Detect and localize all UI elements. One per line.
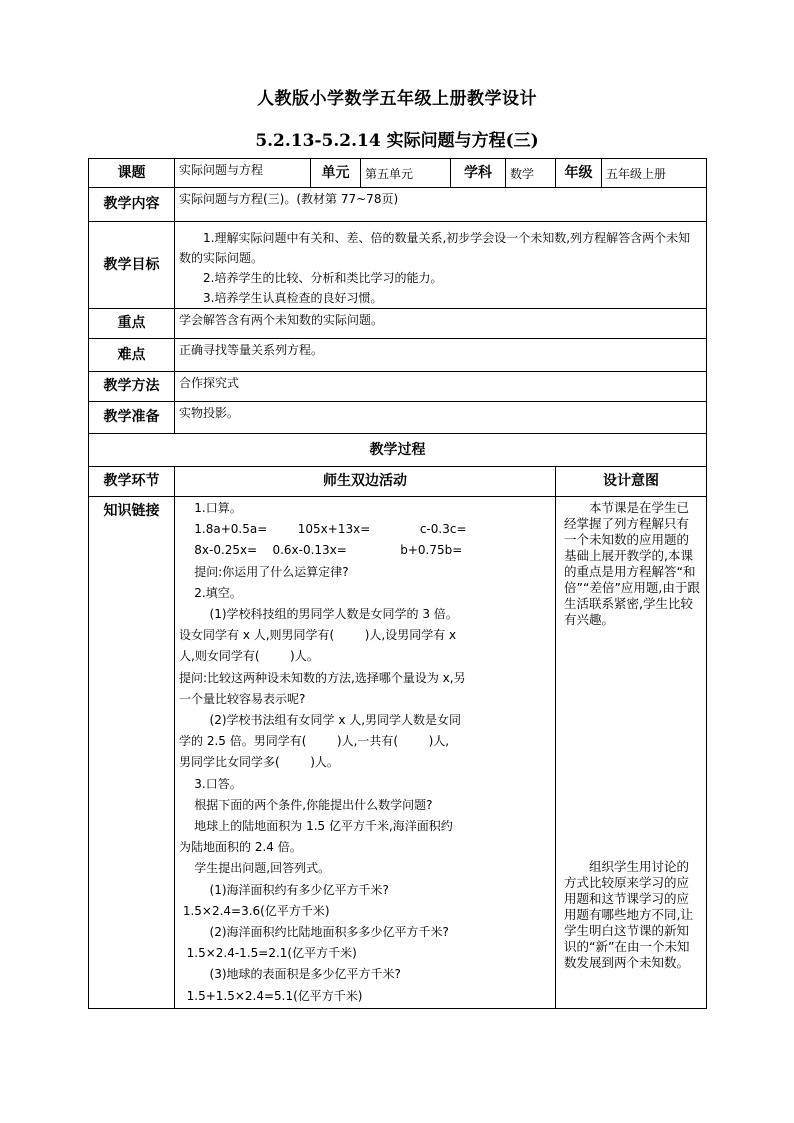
difficulty-row [89, 339, 707, 372]
goals-row [89, 222, 707, 309]
activity-line: (3)地球的表面积是多少亿平方千米? [179, 967, 401, 982]
activity-line: 1.口算。 [179, 501, 242, 515]
intent-paragraph-1: 本节课是在学生已经掌握了列方程解只有一个未知数的应用题的基础上展开教学的,本课的重点是用方程解答“和倍”“差倍”应用题,由于跟生活联系紧密,学生比较有兴趣。 [564, 500, 700, 627]
intent-paragraph-2: 组织学生用讨论的方式比较原来学习的应用题和这节课学习的应用题有哪些地方不同,让学生明白这节课的新知识的“新”在由一个未知数发展到两个未知数。 [564, 859, 693, 970]
difficulty-label: 难点 [89, 339, 175, 372]
unit-value: 第五单元 [361, 159, 451, 188]
activity-line: 为陆地面积的 2.4 倍。 [179, 840, 302, 855]
activity-line: 3.口答。 [179, 776, 242, 791]
activity-line: 学生提出问题,回答列式。 [179, 861, 331, 876]
activity-line: (1)学校科技组的男同学人数是女同学的 3 倍。 [179, 607, 458, 622]
header-row [89, 159, 707, 188]
method-row [89, 372, 707, 402]
activity-line: 2.填空。 [179, 585, 242, 600]
key-point-label: 重点 [89, 309, 175, 339]
process-title: 教学过程 [89, 434, 707, 467]
grade-value: 五年级上册 [602, 159, 707, 188]
difficulty-value: 正确寻找等量关系列方程。 [175, 339, 707, 372]
activity-line: 设女同学有 x 人,则男同学有( )人,设男同学有 x [179, 628, 457, 643]
content-value: 实际问题与方程(三)。(教材第 77~78页) [175, 188, 707, 222]
intent-cell [556, 497, 707, 1009]
goal-item: 1.理解实际问题中有关和、差、倍的数量关系,初步学会设一个未知数,列方程解答含两个未知数的实际问题。 [179, 231, 691, 265]
key-point-row [89, 309, 707, 339]
unit-label: 单元 [311, 159, 361, 188]
activity-line: 8x-0.25x= 0.6x-0.13x= b+0.75b= [179, 543, 463, 558]
activity-line: 1.5+1.5×2.4=5.1(亿平方千米) [179, 988, 363, 1003]
lesson-subtitle: 5.2.13-5.2.14 实际问题与方程(三) [255, 131, 539, 151]
column-header-row [89, 467, 707, 497]
activity-line: 1.5×2.4=3.6(亿平方千米) [179, 903, 330, 918]
key-point-value: 学会解答含有两个未知数的实际问题。 [175, 309, 707, 339]
activity-line: (2)海洋面积约比陆地面积多多少亿平方千米? [179, 925, 449, 940]
lesson-plan-table [88, 158, 707, 1009]
activity-line: (1)海洋面积约有多少亿平方千米? [179, 882, 389, 897]
goals-label: 教学目标 [89, 222, 175, 309]
intent-column-header: 设计意图 [556, 467, 707, 497]
goal-item: 2.培养学生的比较、分析和类比学习的能力。 [203, 271, 443, 285]
process-row [89, 497, 707, 1009]
goal-item: 3.培养学生认真检查的良好习惯。 [203, 291, 383, 305]
subject-label: 学科 [451, 159, 506, 188]
stage-column-header: 教学环节 [89, 467, 175, 497]
activity-column-header: 师生双边活动 [175, 467, 556, 497]
content-row [89, 188, 707, 222]
activity-line: 1.5×2.4-1.5=2.1(亿平方千米) [179, 946, 357, 961]
document-title: 人教版小学数学五年级上册教学设计 [257, 89, 537, 109]
process-title-row [89, 434, 707, 467]
method-value: 合作探究式 [175, 372, 707, 402]
activity-line: 学的 2.5 倍。男同学有( )人,一共有( )人, [179, 734, 450, 749]
goals-list [175, 222, 707, 309]
method-label: 教学方法 [89, 372, 175, 402]
activity-cell [175, 497, 556, 1009]
activity-line: 人,则女同学有( )人。 [179, 649, 319, 664]
activity-line: 地球上的陆地面积为 1.5 亿平方千米,海洋面积约 [179, 819, 453, 834]
stage-name: 知识链接 [89, 497, 175, 1009]
activity-line: 一个量比较容易表示呢? [179, 691, 306, 706]
content-label: 教学内容 [89, 188, 175, 222]
topic-value: 实际问题与方程 [175, 159, 311, 188]
topic-label: 课题 [89, 159, 175, 188]
preparation-value: 实物投影。 [175, 402, 707, 434]
grade-label: 年级 [556, 159, 602, 188]
activity-line: 男同学比女同学多( )人。 [179, 755, 339, 770]
activity-line: 提问:比较这两种设未知数的方法,选择哪个量设为 x,另 [179, 670, 466, 685]
preparation-label: 教学准备 [89, 402, 175, 434]
activity-line: 提问:你运用了什么运算定律? [179, 564, 349, 579]
activity-line: 1.8a+0.5a= 105x+13x= c-0.3c= [179, 522, 467, 537]
preparation-row [89, 402, 707, 434]
activity-line: (2)学校书法组有女同学 x 人,男同学人数是女同 [179, 713, 462, 728]
activity-line: 根据下面的两个条件,你能提出什么数学问题? [179, 797, 433, 812]
subject-value: 数学 [506, 159, 556, 188]
